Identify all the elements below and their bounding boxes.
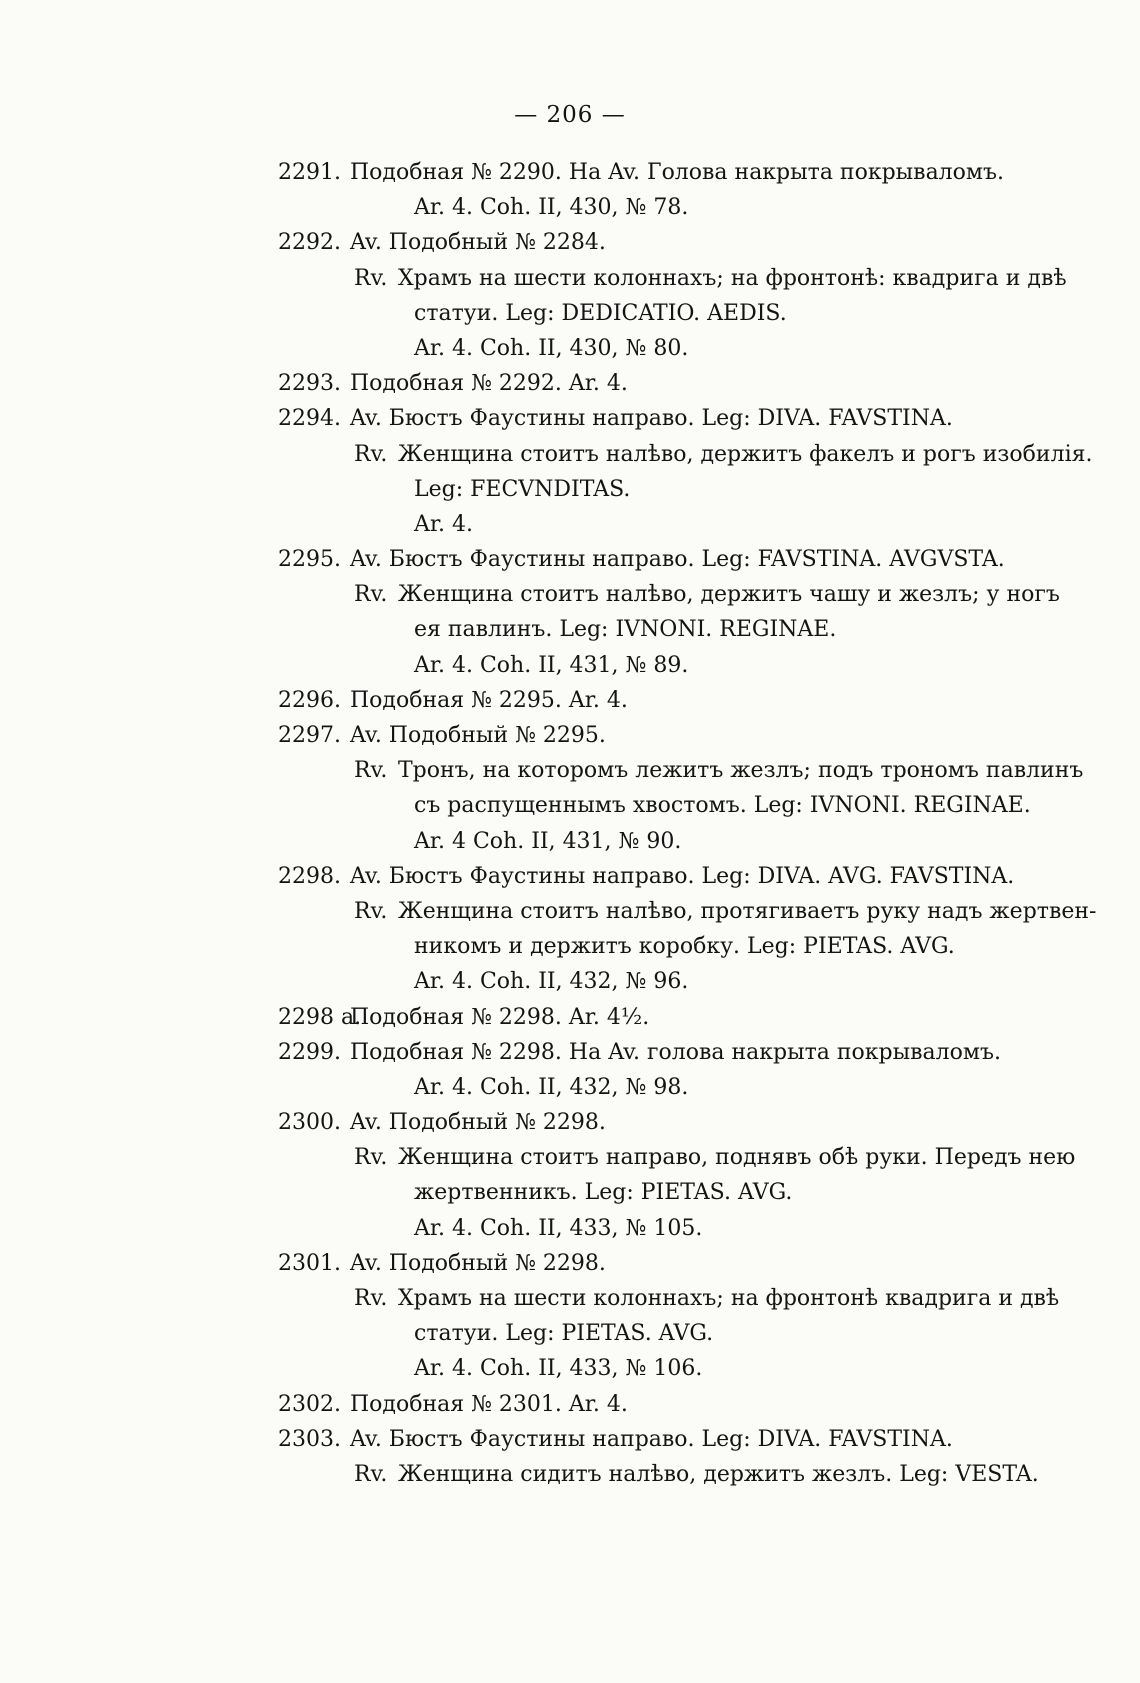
entry-first-line [278,1246,1108,1281]
continuation-line: статуи. Leg: DEDICATIO. AEDIS. [414,300,787,326]
reverse-text: Храмъ на шести колоннахъ; на фронтонѣ квадрига и двѣ [398,1286,1060,1311]
entry-text: Подобная № 2290. На Av. Голова накрыта покрываломъ. [350,160,1005,185]
entry-first-line [278,683,1108,718]
reverse-line [278,1457,1108,1492]
entry-first-line [278,1105,1108,1140]
entry-number: 2298. [278,863,341,889]
entry-text: Подобная № 2292. Ar. 4. [350,371,628,397]
entry-text: Подобная № 2298. Ar. 4½. [350,1004,650,1030]
continuation-line: никомъ и держитъ коробку. Leg: PIETAS. AVG. [414,934,955,960]
entry-number: 2293. [278,371,341,397]
entry-text: Av. Подобный № 2284. [350,230,606,256]
reverse-line [278,894,1108,929]
catalog-entry [278,1246,1108,1387]
entry-text: Av. Подобный № 2298. [350,1250,606,1276]
catalog-entry [278,225,1108,366]
entry-first-line [278,1387,1108,1422]
entry-number: 2292. [278,230,341,256]
entry-text: Av. Бюстъ Фаустины направо. Leg: DIVA. AVG. FAVSTINA. [350,863,1015,889]
entry-text: Подобная № 2295. Ar. 4. [350,687,628,713]
entry-text: Подобная № 2298. На Av. голова накрыта покрываломъ. [350,1039,1001,1065]
entry-number: 2295. [278,547,341,573]
entry-first-line [278,1422,1108,1457]
reverse-text: Тронъ, на которомъ лежитъ жезлъ; подъ трономъ павлинъ [398,758,1084,784]
catalog-entry [278,542,1108,683]
continuation-line: съ распущеннымъ хвостомъ. Leg: IVNONI. REGINAE. [414,793,1031,819]
continuation-line: Ar. 4. Coh. II, 432, № 96. [414,969,689,995]
entry-first-line [278,366,1108,401]
entry-number: 2301. [278,1250,341,1276]
entry-first-line [278,1035,1108,1070]
entry-number: 2291. [278,160,341,185]
reverse-label: Rv. [354,1461,388,1487]
catalog-entry [278,1422,1108,1492]
page-number: — 206 — [514,102,626,128]
entry-number: 2299. [278,1039,341,1065]
entry-text: Av. Бюстъ Фаустины направо. Leg: FAVSTINA. AVGVSTA. [350,547,1005,573]
catalog-entry [278,718,1108,859]
reverse-text: Храмъ на шести колоннахъ; на фронтонѣ: квадрига и двѣ [398,265,1067,291]
continuation-line: Ar. 4. Coh. II, 433, № 105. [414,1215,703,1241]
catalog-entry [278,155,1108,225]
continuation-line: Ar. 4. Coh. II, 431, № 89. [414,652,689,678]
entry-number: 2298 a. [278,1004,362,1030]
catalog-entry [278,1035,1108,1105]
reverse-text: Женщина стоитъ направо, поднявъ обѣ руки. Передъ нею [398,1145,1076,1171]
catalog-entry [278,1105,1108,1246]
reverse-label: Rv. [354,1145,388,1171]
entry-text: Подобная № 2301. Ar. 4. [350,1391,628,1417]
reverse-line [278,577,1108,612]
reverse-line [278,437,1108,472]
reverse-text: Женщина стоитъ налѣво, держитъ чашу и жезлъ; у ногъ [398,582,1060,608]
reverse-line [278,1281,1108,1316]
catalog-entry [278,1000,1108,1035]
reverse-label: Rv. [354,898,388,924]
catalog-entry [278,401,1108,542]
catalog-entry [278,859,1108,1000]
reverse-line [278,261,1108,296]
entry-text: Av. Бюстъ Фаустины направо. Leg: DIVA. FAVSTINA. [350,1426,953,1452]
entry-first-line [278,225,1108,260]
reverse-label: Rv. [354,582,388,608]
entry-first-line [278,542,1108,577]
reverse-label: Rv. [354,758,388,784]
entry-number: 2302. [278,1391,341,1417]
reverse-line [278,753,1108,788]
entry-number: 2294. [278,406,341,432]
reverse-label: Rv. [354,265,388,291]
catalog-entry [278,366,1108,401]
reverse-text: Женщина сидитъ налѣво, держитъ жезлъ. Leg: VESTA. [398,1461,1039,1487]
continuation-line: Ar. 4 Coh. II, 431, № 90. [414,828,682,854]
entry-text: Av. Подобный № 2295. [350,723,606,748]
reverse-label: Rv. [354,1286,388,1311]
entry-first-line [278,718,1108,753]
continuation-line: Ar. 4. Coh. II, 433, № 106. [414,1356,703,1382]
continuation-line: Ar. 4. [414,511,473,537]
entry-text: Av. Подобный № 2298. [350,1110,606,1136]
reverse-text: Женщина стоитъ налѣво, держитъ факелъ и рогъ изобилія. [398,441,1093,467]
entry-first-line [278,859,1108,894]
continuation-line: ея павлинъ. Leg: IVNONI. REGINAE. [414,617,837,643]
entry-first-line [278,1000,1108,1035]
catalog-entry [278,1387,1108,1422]
continuation-line: жертвенникъ. Leg: PIETAS. AVG. [414,1180,793,1206]
entry-first-line [278,155,1108,190]
reverse-text: Женщина стоитъ налѣво, протягиваетъ руку надъ жертвен- [398,898,1097,924]
reverse-label: Rv. [354,441,388,467]
continuation-line: Ar. 4. Coh. II, 430, № 80. [414,335,689,361]
continuation-line: Ar. 4. Coh. II, 432, № 98. [414,1074,689,1100]
continuation-line: Ar. 4. Coh. II, 430, № 78. [414,195,689,221]
entry-text: Av. Бюстъ Фаустины направо. Leg: DIVA. FAVSTINA. [350,406,953,432]
catalog-entry [278,683,1108,718]
entry-first-line [278,401,1108,436]
continuation-line: Leg: FECVNDITAS. [414,476,631,502]
reverse-line [278,1140,1108,1175]
entry-number: 2300. [278,1110,341,1136]
entry-number: 2297. [278,723,341,748]
catalog-entries [278,155,1108,1492]
continuation-line: статуи. Leg: PIETAS. AVG. [414,1321,714,1347]
entry-number: 2296. [278,687,341,713]
entry-number: 2303. [278,1426,341,1452]
